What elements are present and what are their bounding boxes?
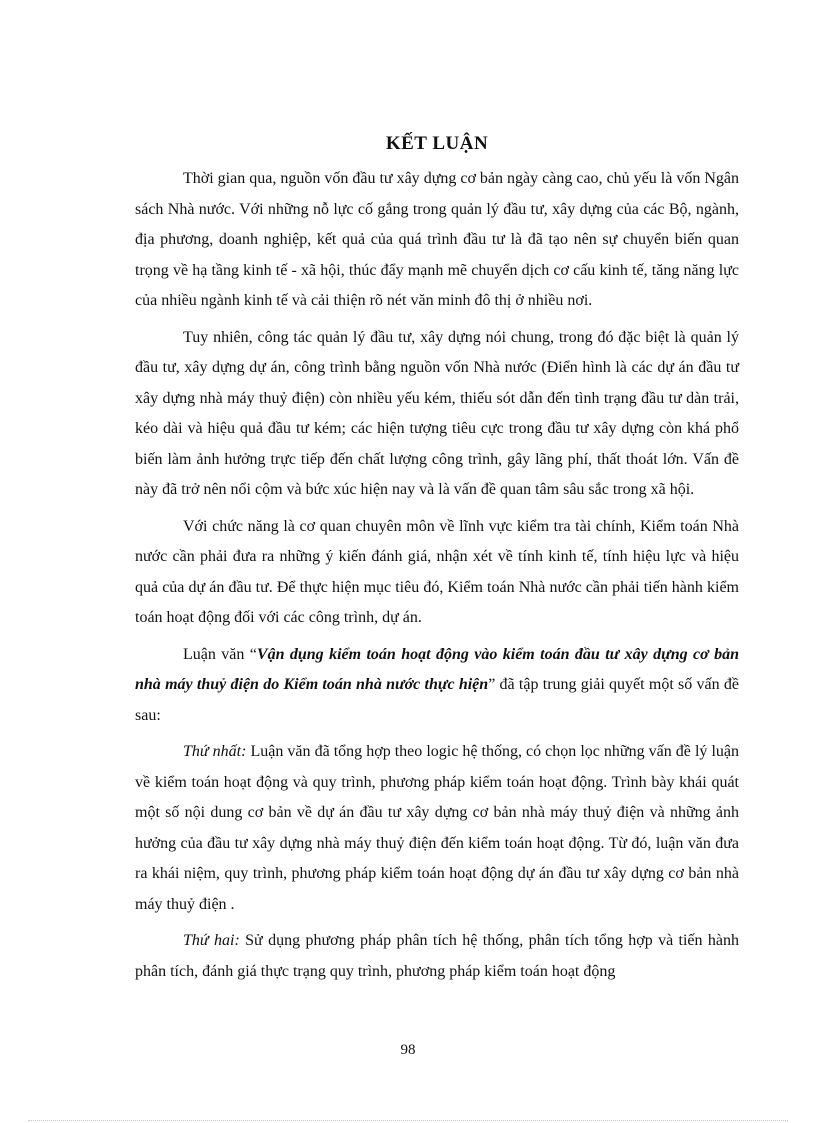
paragraph-2-text: Tuy nhiên, công tác quản lý đầu tư, xây dựng nói chung, trong đó đặc biệt là quản lý đầu tư, xây dựng dự án, công trình bằng nguồn vốn Nhà nước (Điển hình là các dự án đầu tư xây dựng nhà máy thuỷ điện) còn nhiều yếu kém, thiếu sót dẫn đến tình trạng đầu tư dàn trải, kéo dài và hiệu quả đầu tư kém; các hiện tượng tiêu cực trong đầu tư xây dựng còn khá phổ biến làm ảnh hưởng trực tiếp đến chất lượng công trình, gây lãng phí, thất thoát lớn. Vấn đề này đã trở nên nổi cộm và bức xúc hiện nay và là vấn đề quan tâm sâu sắc trong xã hội. bbox=[135, 328, 739, 498]
paragraph-5-lead: Thứ nhất: bbox=[183, 743, 247, 760]
paragraph-4-suffix: ” đã tập trung giải quyết một số vấn đề sau: bbox=[135, 676, 739, 724]
paragraph-6-lead: Thứ hai: bbox=[183, 932, 240, 949]
paragraph-5 bbox=[135, 737, 739, 920]
paragraph-3 bbox=[135, 512, 739, 634]
paragraph-4 bbox=[135, 640, 739, 732]
page-number: 98 bbox=[400, 1042, 416, 1058]
paragraph-6 bbox=[135, 926, 739, 987]
paragraph-1-text: Thời gian qua, nguồn vốn đầu tư xây dựng cơ bản ngày càng cao, chủ yếu là vốn Ngân sách Nhà nước. Với những nỗ lực cố gắng trong quản lý đầu tư, xây dựng của các Bộ, ngành, địa phương, doanh nghiệp, kết quả của quá trình đầu tư là đã tạo nên sự chuyển biến quan trọng về hạ tầng kinh tế - xã hội, thúc đẩy mạnh mẽ chuyển dịch cơ cấu kinh tế, tăng năng lực của nhiều ngành kinh tế và cải thiện rõ nét văn minh đô thị ở nhiều nơi. bbox=[135, 170, 739, 309]
paragraph-6-text: Sử dụng phương pháp phân tích hệ thống, phân tích tổng hợp và tiến hành phân tích, đánh giá thực trạng quy trình, phương pháp kiểm toán hoạt động bbox=[135, 932, 740, 980]
page-title: KẾT LUẬN bbox=[385, 133, 489, 154]
paragraph-1 bbox=[135, 164, 739, 317]
page-bottom-divider bbox=[28, 1120, 788, 1121]
paragraph-3-text: Với chức năng là cơ quan chuyên môn về lĩnh vực kiểm tra tài chính, Kiểm toán Nhà nước cần phải đưa ra những ý kiến đánh giá, nhận xét về tính kinh tế, tính hiệu lực và hiệu quả của dự án đầu tư. Để thực hiện mục tiêu đó, Kiểm toán Nhà nước cần phải tiến hành kiểm toán hoạt động đối với các công trình, dự án. bbox=[135, 517, 739, 626]
paragraph-2 bbox=[135, 323, 739, 506]
thesis-title: Vận dụng kiểm toán hoạt động vào kiểm toán đầu tư xây dựng cơ bản nhà máy thuỷ điện do Kiểm toán nhà nước thực hiện bbox=[135, 645, 740, 693]
paragraph-5-text: Luận văn đã tổng hợp theo logic hệ thống, có chọn lọc những vấn đề lý luận về kiểm toán hoạt động và quy trình, phương pháp kiểm toán hoạt động. Trình bày khái quát một số nội dung cơ bản về dự án đầu tư xây dựng cơ bản nhà máy thuỷ điện và những ảnh hưởng của đầu tư xây dựng nhà máy thuỷ điện đến kiểm toán hoạt động. Từ đó, luận văn đưa ra khái niệm, quy trình, phương pháp kiểm toán hoạt động dự án đầu tư xây dựng cơ bản nhà máy thuỷ điện . bbox=[135, 743, 739, 913]
document-body bbox=[135, 130, 739, 993]
paragraph-4-prefix: Luận văn “ bbox=[183, 645, 257, 663]
